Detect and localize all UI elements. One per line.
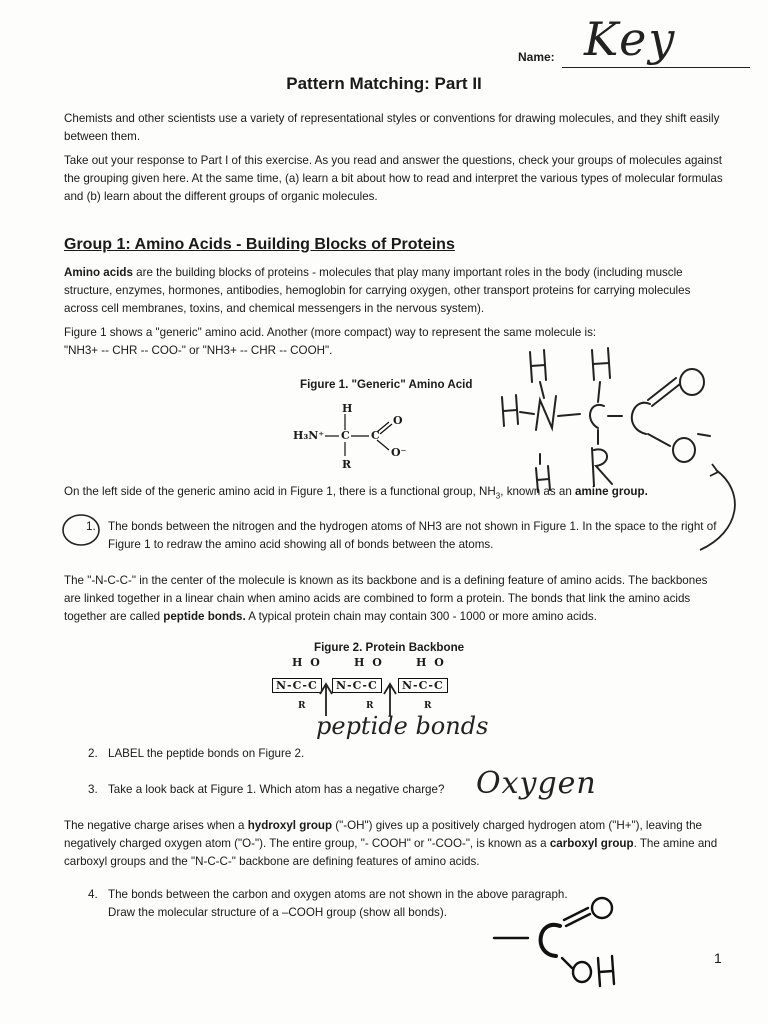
hydroxyl-group-term: hydroxyl group	[247, 819, 333, 832]
amine-group-term: amine group.	[575, 485, 648, 498]
amine-group-sentence	[64, 483, 744, 505]
carboxyl-text-end: . The amine and carboxyl groups and the "N-C-C-" backbone are defining features of amino acids.	[64, 837, 718, 868]
fig2-unit1-top: H O	[292, 656, 322, 669]
fig1-amine-h3n: H₃N⁺	[293, 429, 325, 442]
handwritten-structure	[500, 342, 710, 492]
fig2-unit3-r: R	[424, 701, 432, 711]
intro-paragraph-2: Take out your response to Part I of this exercise. As you read and answer the questions, check your groups of molecules against the grouping given here. At the same time, (a) learn a bit about how to read and interpret the various types of molecular formulas and (b) learn about the different groups of organic molecules.	[64, 154, 723, 203]
page-title: Pattern Matching: Part II	[286, 74, 482, 93]
name-underline	[562, 66, 750, 68]
name-handwritten-key: Key	[584, 12, 677, 66]
peptide-bonds-term: peptide bonds.	[163, 610, 246, 623]
nh3-subscript: 3	[495, 491, 501, 501]
amine-sentence-start: On the left side of the generic amino acid in Figure 1, there is a functional group, NH	[64, 485, 496, 498]
fig1-hydrogen: H	[342, 402, 353, 415]
fig1-alpha-carbon: C	[341, 429, 350, 442]
handwritten-peptide-bonds-label: peptide bonds	[316, 712, 489, 740]
fig2-unit1-backbone: N-C-C	[272, 678, 322, 693]
fig2-unit2-backbone: N-C-C	[332, 678, 382, 693]
fig1-carboxyl-carbon: C	[371, 429, 380, 442]
q3-number: 3.	[88, 783, 98, 796]
carboxyl-group-term: carboxyl group	[549, 837, 634, 850]
backbone-paragraph	[64, 572, 726, 626]
amino-acids-paragraph	[64, 264, 724, 318]
figure1-structure	[285, 400, 425, 476]
amino-acids-description: are the building blocks of proteins - molecules that play many important roles in the body (including muscle structure, enzymes, hormones, antibodies, hemoglobin for carrying oxygen, other transport proteins for carrying molecules across cell membranes, toxins, and chemical messengers in the nervous system).	[64, 266, 691, 315]
fig1-oxygen: O	[393, 414, 403, 427]
peptide-bond-arrows	[262, 656, 462, 718]
amine-sentence-mid: , known as an	[500, 485, 576, 498]
q4-line1: The bonds between the carbon and oxygen atoms are not shown in the above paragraph.	[108, 888, 568, 901]
backbone-text: The "-N-C-C-" in the center of the molecule is known as its backbone and is a defining feature of amino acids. The backbones are linked together in a linear chain when amino acids are combined to form a protein. The bonds that link the amino acids together are called	[64, 574, 708, 623]
q1-circle-mark	[60, 512, 102, 548]
fig2-unit2-r: R	[366, 701, 374, 711]
name-label: Name:	[518, 50, 555, 64]
amino-acids-term: Amino acids	[64, 266, 133, 279]
page-number: 1	[714, 950, 722, 966]
fig1-r-group: R	[342, 458, 352, 471]
handwritten-amino-acid-drawing	[500, 342, 710, 492]
carboxyl-text-start: The negative charge arises when a	[64, 819, 248, 832]
carboxyl-paragraph	[64, 817, 734, 871]
fig2-unit1-r: R	[298, 701, 306, 711]
figure1-intro-line2: "NH3+ -- CHR -- COO-" or "NH3+ -- CHR -- COOH".	[64, 344, 333, 357]
q3-text: Take a look back at Figure 1. Which atom has a negative charge?	[108, 783, 445, 796]
q2-number: 2.	[88, 747, 98, 760]
figure2-protein-backbone	[262, 656, 462, 718]
figure2-caption: Figure 2. Protein Backbone	[314, 641, 465, 654]
backbone-text-end: A typical protein chain may contain 300 - 1000 or more amino acids.	[245, 610, 597, 623]
fig2-unit3-backbone: N-C-C	[398, 678, 448, 693]
handwritten-cooh-drawing	[480, 892, 620, 988]
q1-text: The bonds between the nitrogen and the hydrogen atoms of NH3 are not shown in Figure 1. In the space to the right of Figure 1 to redraw the amino acid showing all of bonds between the atoms.	[108, 520, 717, 551]
fig1-oxygen-negative: O⁻	[391, 446, 407, 459]
intro-paragraph-1: Chemists and other scientists use a variety of representational styles or conventions for drawing molecules, and they shift easily between them.	[64, 112, 720, 143]
figure1-intro-line1: Figure 1 shows a "generic" amino acid. Another (more compact) way to represent the same molecule is:	[64, 326, 597, 339]
fig2-unit2-top: H O	[354, 656, 384, 669]
q1-number: 1.	[86, 520, 96, 533]
fig2-unit3-top: H O	[416, 656, 446, 669]
figure1-caption: Figure 1. "Generic" Amino Acid	[300, 378, 473, 391]
q4-number: 4.	[88, 888, 98, 901]
q2-text: LABEL the peptide bonds on Figure 2.	[108, 747, 305, 760]
q4-line2: Draw the molecular structure of a –COOH group (show all bonds).	[108, 906, 447, 919]
carboxyl-text-mid: ("-OH") gives up a positively charged hydrogen atom ("H+"), leaving the negatively charged oxygen atom ("O-"). The entire group, "- COOH" or "-COO-", is known as a	[64, 819, 702, 850]
q3-handwritten-answer: Oxygen	[476, 766, 597, 801]
group1-heading: Group 1: Amino Acids - Building Blocks of Proteins	[64, 236, 455, 253]
